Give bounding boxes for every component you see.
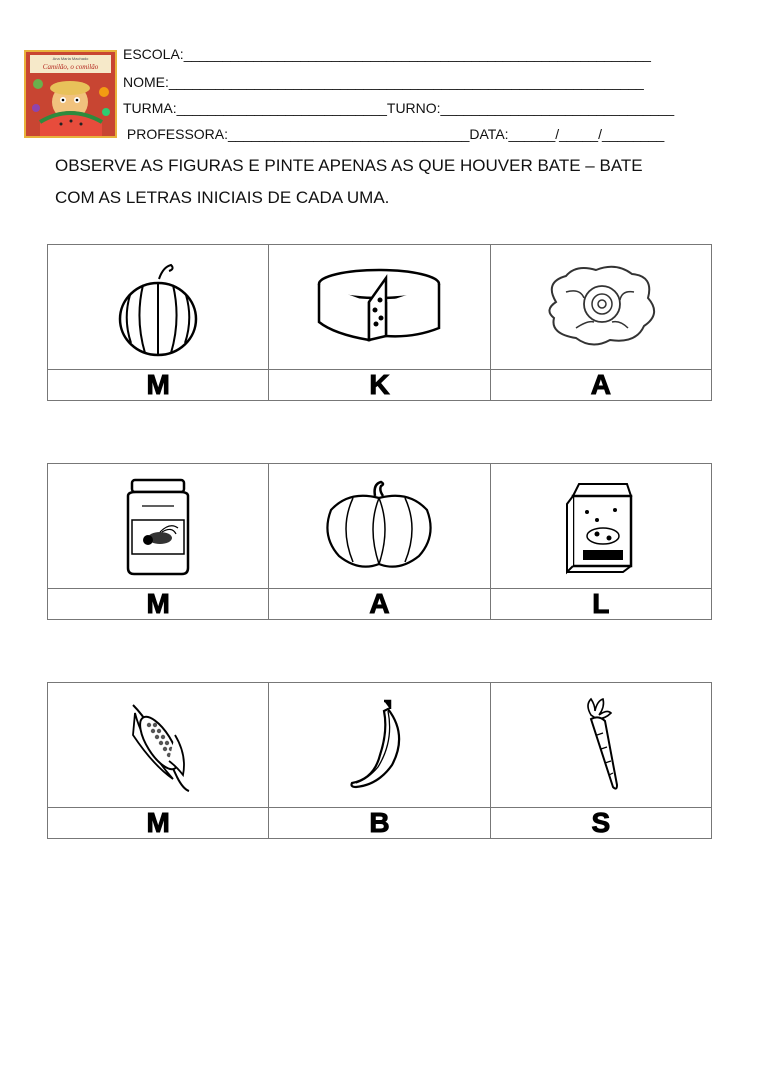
instructions <box>55 150 715 214</box>
name-field[interactable]: NOME:_____________________________________________________________ <box>123 74 644 90</box>
picture-cell[interactable] <box>490 245 711 370</box>
letter-cell <box>269 370 490 401</box>
picture-cell[interactable] <box>48 245 269 370</box>
banana-icon <box>344 695 414 795</box>
letter-cell <box>490 370 711 401</box>
corn-icon <box>113 695 203 795</box>
watermelon-icon <box>113 257 203 357</box>
picture-cell[interactable] <box>269 464 490 589</box>
pumpkin-icon <box>319 476 439 576</box>
letter-cell <box>490 808 711 839</box>
picture-cell[interactable] <box>48 464 269 589</box>
exercise-grid-3 <box>47 682 712 839</box>
picture-cell[interactable] <box>48 683 269 808</box>
letter-cell <box>269 808 490 839</box>
exercise-grid-2 <box>47 463 712 620</box>
initial-letter: L <box>592 588 610 619</box>
instructions-line-1: OBSERVE AS FIGURAS E PINTE APENAS AS QUE HOUVER BATE – BATE <box>55 156 643 175</box>
initial-letter: M <box>146 369 170 400</box>
initial-letter: S <box>591 807 611 838</box>
milk-carton-icon <box>561 476 641 576</box>
initial-letter: K <box>369 369 390 400</box>
cheese-icon <box>314 262 444 352</box>
picture-cell[interactable] <box>269 245 490 370</box>
instructions-line-2: COM AS LETRAS INICIAIS DE CADA UMA. <box>55 188 390 207</box>
book-title: Camilão, o comilão <box>42 63 99 71</box>
initial-letter: A <box>590 369 611 400</box>
picture-cell[interactable] <box>490 683 711 808</box>
lettuce-icon <box>536 262 666 352</box>
initial-letter: B <box>369 807 390 838</box>
initial-letter: A <box>369 588 390 619</box>
letter-cell <box>48 370 269 401</box>
letter-cell <box>490 589 711 620</box>
book-cover-image <box>24 50 117 138</box>
picture-cell[interactable] <box>269 683 490 808</box>
picture-cell[interactable] <box>490 464 711 589</box>
initial-letter: M <box>146 588 170 619</box>
letter-cell <box>48 808 269 839</box>
exercise-grid-1 <box>47 244 712 401</box>
letter-cell <box>269 589 490 620</box>
class-shift-field[interactable]: TURMA:___________________________TURNO:______________________________ <box>123 100 675 116</box>
teacher-date-field[interactable]: PROFESSORA:_______________________________DATA:______/_____/________ <box>123 126 665 142</box>
school-field[interactable]: ESCOLA:____________________________________________________________ <box>123 46 651 62</box>
honey-jar-icon <box>118 476 198 576</box>
book-author: Ana Maria Machado <box>52 56 89 61</box>
letter-cell <box>48 589 269 620</box>
initial-letter: M <box>146 807 170 838</box>
carrot-icon <box>571 695 631 795</box>
